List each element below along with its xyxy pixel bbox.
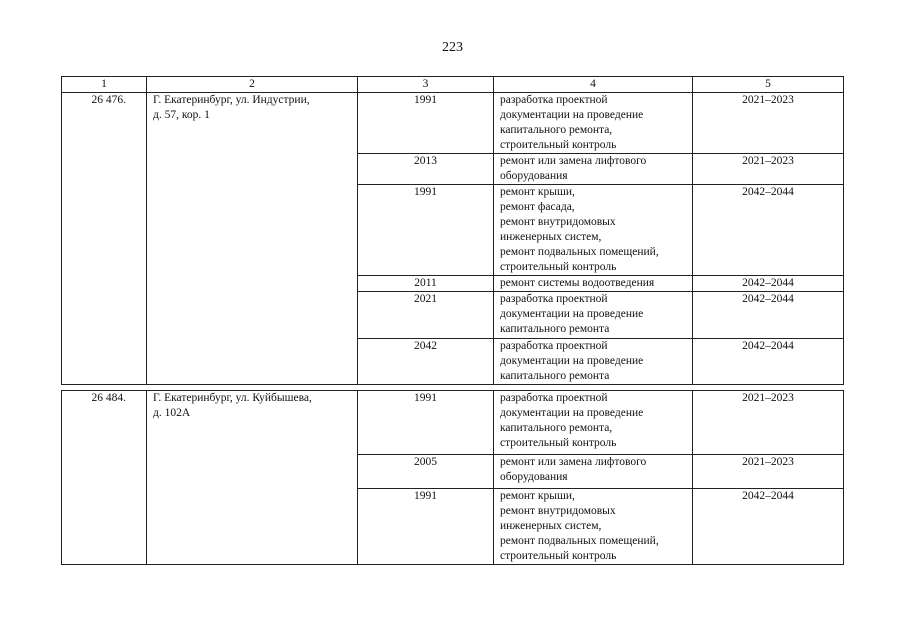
work-cell: ремонт крыши, ремонт внутридомовых инженерных систем, ремонт подвальных помещений, строительный контроль: [494, 489, 693, 565]
year-cell: 1991: [358, 185, 494, 276]
entry-address: Г. Екатеринбург, ул. Куйбышева, д. 102А: [147, 391, 358, 565]
table-row: [62, 93, 844, 154]
year-cell: 2021: [358, 292, 494, 339]
period-cell: 2021–2023: [693, 391, 844, 455]
period-cell: 2042–2044: [693, 292, 844, 339]
work-cell: разработка проектной документации на проведение капитального ремонта: [494, 339, 693, 385]
period-cell: 2021–2023: [693, 93, 844, 154]
work-cell: разработка проектной документации на проведение капитального ремонта: [494, 292, 693, 339]
period-cell: 2042–2044: [693, 276, 844, 292]
year-cell: 1991: [358, 489, 494, 565]
repair-table-1: [61, 76, 844, 385]
column-header: 4: [494, 77, 693, 93]
column-header: 5: [693, 77, 844, 93]
year-cell: 2005: [358, 455, 494, 489]
repair-table-2: [61, 390, 844, 565]
work-cell: разработка проектной документации на проведение капитального ремонта, строительный контроль: [494, 391, 693, 455]
year-cell: 2042: [358, 339, 494, 385]
period-cell: 2021–2023: [693, 455, 844, 489]
entry-address: Г. Екатеринбург, ул. Индустрии, д. 57, кор. 1: [147, 93, 358, 385]
entry-number: 26 476.: [62, 93, 147, 385]
year-cell: 1991: [358, 93, 494, 154]
period-cell: 2021–2023: [693, 154, 844, 185]
work-cell: ремонт или замена лифтового оборудования: [494, 154, 693, 185]
page-number: 223: [442, 40, 463, 55]
work-cell: ремонт системы водоотведения: [494, 276, 693, 292]
column-header: 3: [358, 77, 494, 93]
entry-number: 26 484.: [62, 391, 147, 565]
work-cell: разработка проектной документации на проведение капитального ремонта, строительный контроль: [494, 93, 693, 154]
column-header: 1: [62, 77, 147, 93]
year-cell: 1991: [358, 391, 494, 455]
year-cell: 2013: [358, 154, 494, 185]
work-cell: ремонт или замена лифтового оборудования: [494, 455, 693, 489]
period-cell: 2042–2044: [693, 489, 844, 565]
column-header: 2: [147, 77, 358, 93]
year-cell: 2011: [358, 276, 494, 292]
column-header-row: [62, 77, 844, 93]
period-cell: 2042–2044: [693, 185, 844, 276]
period-cell: 2042–2044: [693, 339, 844, 385]
table-row: [62, 391, 844, 455]
work-cell: ремонт крыши, ремонт фасада, ремонт внутридомовых инженерных систем, ремонт подвальных помещений, строительный контроль: [494, 185, 693, 276]
